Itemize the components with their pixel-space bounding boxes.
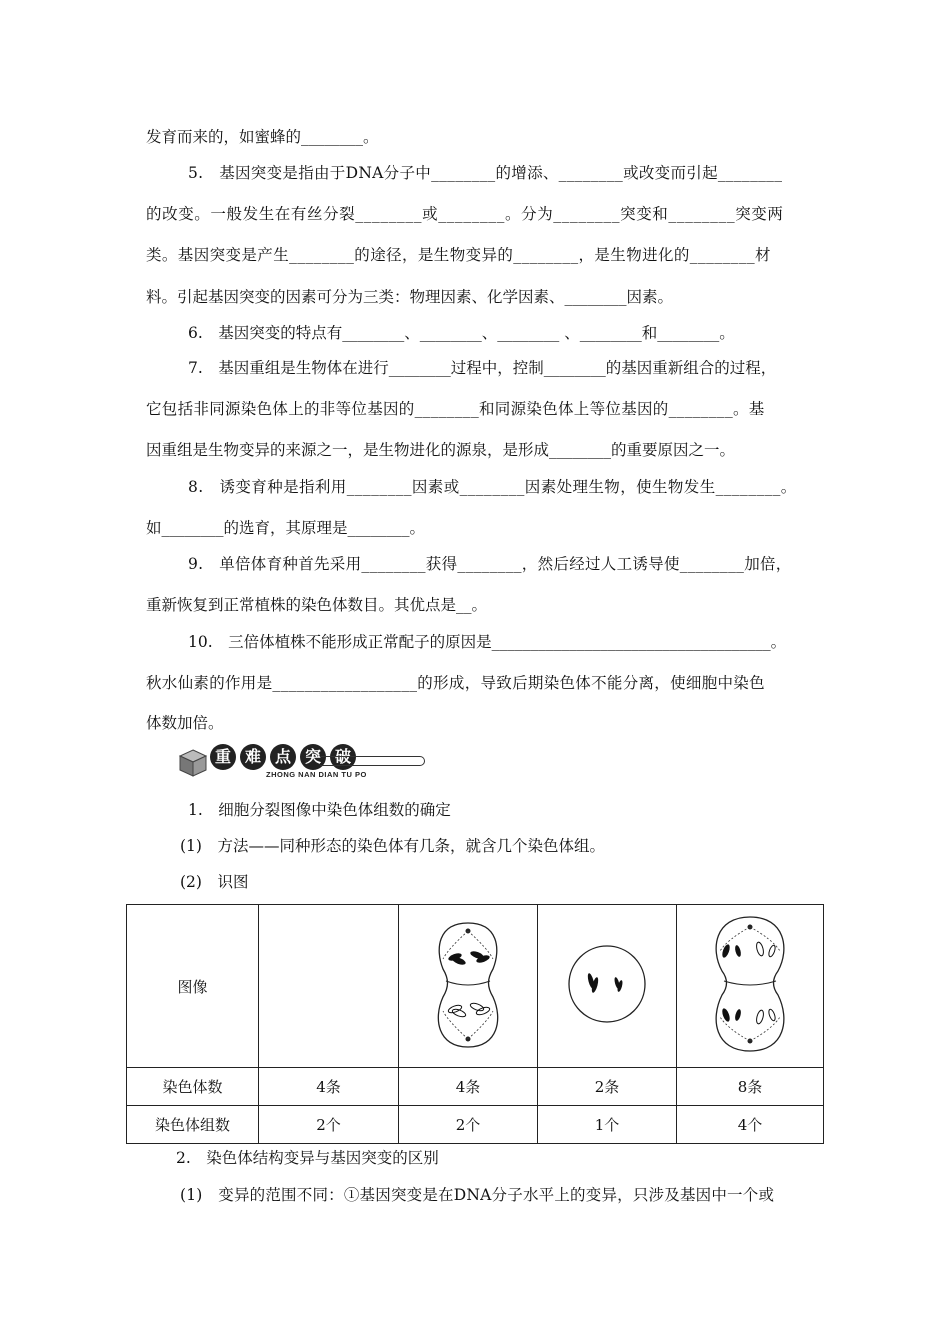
table-cell: 1个 <box>538 1106 677 1144</box>
table-row <box>127 1068 824 1106</box>
text-line: 类。基因突变是产生________的途径，是生物变异的________，是生物进化的________材 <box>146 246 771 264</box>
text-line: 1. 细胞分裂图像中染色体组数的确定 <box>188 801 451 819</box>
table-cell: 2条 <box>538 1068 677 1106</box>
image-cell-empty <box>259 905 399 1068</box>
table-cell: 2个 <box>259 1106 399 1144</box>
chromosome-table <box>126 904 824 1144</box>
row-label: 染色体组数 <box>127 1106 259 1144</box>
text-line: 体数加倍。 <box>146 714 224 732</box>
banner-char: 突 <box>300 744 326 770</box>
haploid-cell-diagram <box>562 939 652 1029</box>
text-line: 秋水仙素的作用是__________________的形成，导致后期染色体不能分离，使细胞中染色 <box>146 674 765 692</box>
tetraploid-cell-diagram <box>690 909 810 1059</box>
table-cell: 4个 <box>677 1106 824 1144</box>
table-cell: 4条 <box>399 1068 538 1106</box>
table-cell: 4条 <box>259 1068 399 1106</box>
cube-icon <box>178 748 208 778</box>
section-banner <box>178 744 428 784</box>
text-line: (2) 识图 <box>180 873 249 891</box>
text-line: 料。引起基因突变的因素可分为三类：物理因素、化学因素、________因素。 <box>146 288 674 306</box>
text-line: 7. 基因重组是生物体在进行________过程中，控制________的基因重新组合的过程， <box>188 359 777 377</box>
text-line: 6. 基因突变的特点有________、________、________ 、________和________。 <box>188 324 735 342</box>
text-line: (1) 变异的范围不同：①基因突变是在DNA分子水平上的变异，只涉及基因中一个或 <box>180 1186 775 1204</box>
text-line: 如________的选育，其原理是________。 <box>146 519 426 537</box>
table-cell: 8条 <box>677 1068 824 1106</box>
image-cell <box>677 905 824 1068</box>
table-row <box>127 1106 824 1144</box>
banner-char: 破 <box>330 744 356 770</box>
text-line: 9. 单倍体育种首先采用________获得________，然后经过人工诱导使________加倍， <box>188 555 792 573</box>
table-cell: 2个 <box>399 1106 538 1144</box>
banner-char: 点 <box>270 744 296 770</box>
banner-char: 难 <box>240 744 266 770</box>
text-line: 8. 诱变育种是指利用________因素或________因素处理生物，使生物发生________。 <box>188 478 797 496</box>
text-line: 因重组是生物变异的来源之一，是生物进化的源泉，是形成________的重要原因之一。 <box>146 441 736 459</box>
text-line: 5. 基因突变是指由于DNA分子中________的增添、________或改变而引起________ <box>188 164 783 182</box>
table-row <box>127 905 824 1068</box>
banner-rule <box>320 756 425 766</box>
text-line: 2. 染色体结构变异与基因突变的区别 <box>176 1149 439 1167</box>
image-cell <box>538 905 677 1068</box>
dividing-cell-diagram <box>413 909 523 1059</box>
image-cell <box>399 905 538 1068</box>
text-line: 发育而来的，如蜜蜂的________。 <box>146 128 379 146</box>
text-line: 重新恢复到正常植株的染色体数目。其优点是__。 <box>146 596 488 614</box>
banner-char: 重 <box>210 744 236 770</box>
text-line: (1) 方法——同种形态的染色体有几条，就含几个染色体组。 <box>180 837 605 855</box>
row-label: 染色体数 <box>127 1068 259 1106</box>
text-line: 10. 三倍体植株不能形成正常配子的原因是____________________________________。 <box>188 633 787 651</box>
text-line: 的改变。一般发生在有丝分裂________或________。分为________突变和________突变两 <box>146 205 784 223</box>
row-label: 图像 <box>127 905 259 1068</box>
banner-pinyin: ZHONG NAN DIAN TU PO <box>266 770 367 779</box>
text-line: 它包括非同源染色体上的非等位基因的________和同源染色体上等位基因的________。基 <box>146 400 765 418</box>
